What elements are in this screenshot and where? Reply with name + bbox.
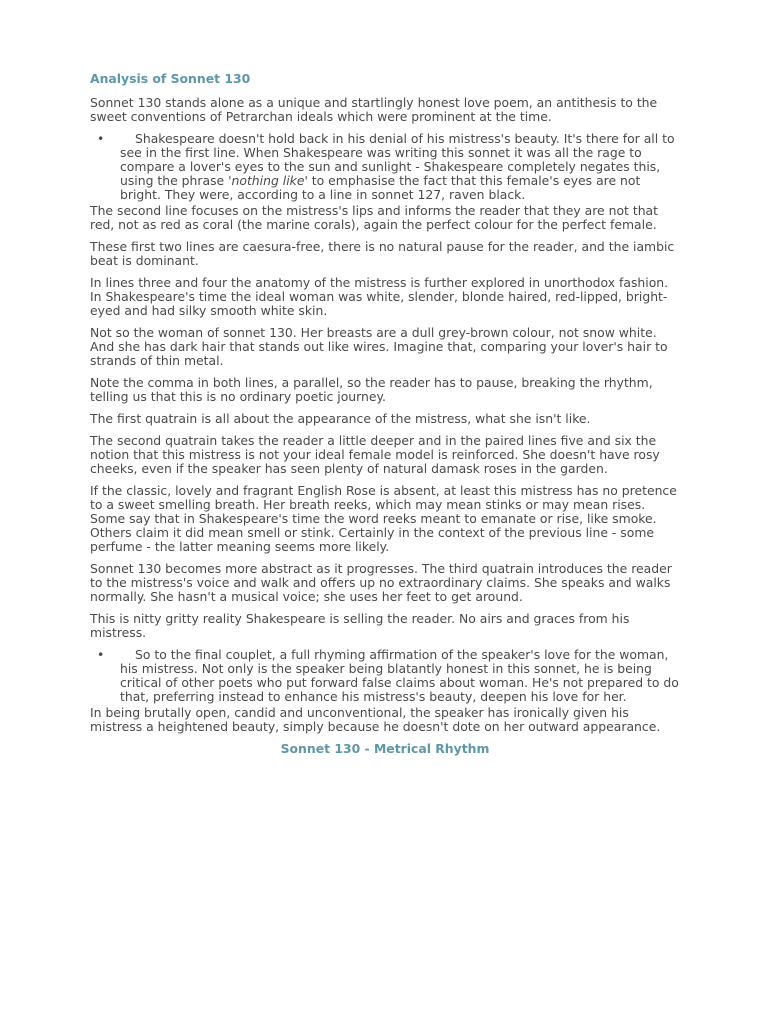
paragraph-second-quatrain: The second quatrain takes the reader a little deeper and in the paired lines five and six the notion that this mistress is not your ideal female model is reinforced. She doesn't have rosy cheeks, even if the speaker has seen plenty of natural damask roses in the garden.: [90, 433, 660, 476]
metrical-rhythm-heading: Sonnet 130 - Metrical Rhythm: [280, 741, 490, 756]
paragraph-third-quatrain: Sonnet 130 becomes more abstract as it progresses. The third quatrain introduces the reader to the mistress's voice and walk and offers up no extraordinary claims. She speaks and walks normally. She hasn't a musical voice; she uses her feet to get around.: [90, 561, 672, 604]
bullet-1-text-start: Shakespeare doesn't hold back in his denial of his mistress's beauty. It's there for all to see in the first line. When Shakespeare was writing this sonnet it was all the rage to compare a lover's eyes to the sun and sunlight - Shakespeare completely negates this, using the phrase ': [120, 131, 675, 188]
section-heading: Analysis of Sonnet 130: [90, 71, 251, 86]
bullet-2-text: So to the final couplet, a full rhyming affirmation of the speaker's love for the woman, his mistress. Not only is the speaker being blatantly honest in this sonnet, he is being critical of other poets who put forward false claims about woman. He's not prepared to do that, preferring instead to enhance his mistress's beauty, deepen his love for her.: [120, 647, 679, 704]
intro-paragraph: Sonnet 130 stands alone as a unique and startlingly honest love poem, an antithesis to the sweet conventions of Petrarchan ideals which were prominent at the time.: [90, 95, 658, 124]
paragraph-comma: Note the comma in both lines, a parallel, so the reader has to pause, breaking the rhythm, telling us that this is no ordinary poetic journey.: [90, 375, 653, 404]
paragraph-woman: Not so the woman of sonnet 130. Her breasts are a dull grey-brown colour, not snow white. And she has dark hair that stands out like wires. Imagine that, comparing your lover's hair to strands of thin metal.: [90, 325, 668, 368]
bullet-1-text-end: ' to emphasise the fact that this female's eyes are not bright. They were, according to a line in sonnet 127, raven black.: [120, 173, 641, 202]
paragraph-first-quatrain: The first quatrain is all about the appearance of the mistress, what she isn't like.: [90, 411, 591, 426]
paragraph-nitty-gritty: This is nitty gritty reality Shakespeare is selling the reader. No airs and graces from his mistress.: [90, 611, 630, 640]
bullet-item-1: [90, 132, 680, 202]
bullet-marker: •: [97, 131, 105, 146]
bullet-item-2: [90, 648, 680, 704]
paragraph-caesura: These first two lines are caesura-free, there is no natural pause for the reader, and the iambic beat is dominant.: [90, 239, 675, 268]
paragraph-english-rose: If the classic, lovely and fragrant English Rose is absent, at least this mistress has no pretence to a sweet smelling breath. Her breath reeks, which may mean stinks or may mean rises. Some say that in Shakespeare's time the word reeks meant to emanate or rise, like smoke. Others claim it did mean smell or stink. Certainly in the context of the previous line - some perfume - the latter meaning seems more likely.: [90, 483, 677, 554]
document-page: [90, 72, 680, 756]
paragraph-anatomy: In lines three and four the anatomy of the mistress is further explored in unorthodox fashion. In Shakespeare's time the ideal woman was white, slender, blonde haired, red-lipped, bright-eyed and had silky smooth white skin.: [90, 275, 669, 318]
bullet-marker: •: [97, 647, 105, 662]
paragraph-lips: The second line focuses on the mistress's lips and informs the reader that they are not that red, not as red as coral (the marine corals), again the perfect colour for the perfect female.: [90, 203, 659, 232]
bullet-1-emphasis: nothing like: [231, 173, 305, 188]
closing-paragraph: In being brutally open, candid and unconventional, the speaker has ironically given his mistress a heightened beauty, simply because he doesn't dote on her outward appearance.: [90, 705, 661, 734]
